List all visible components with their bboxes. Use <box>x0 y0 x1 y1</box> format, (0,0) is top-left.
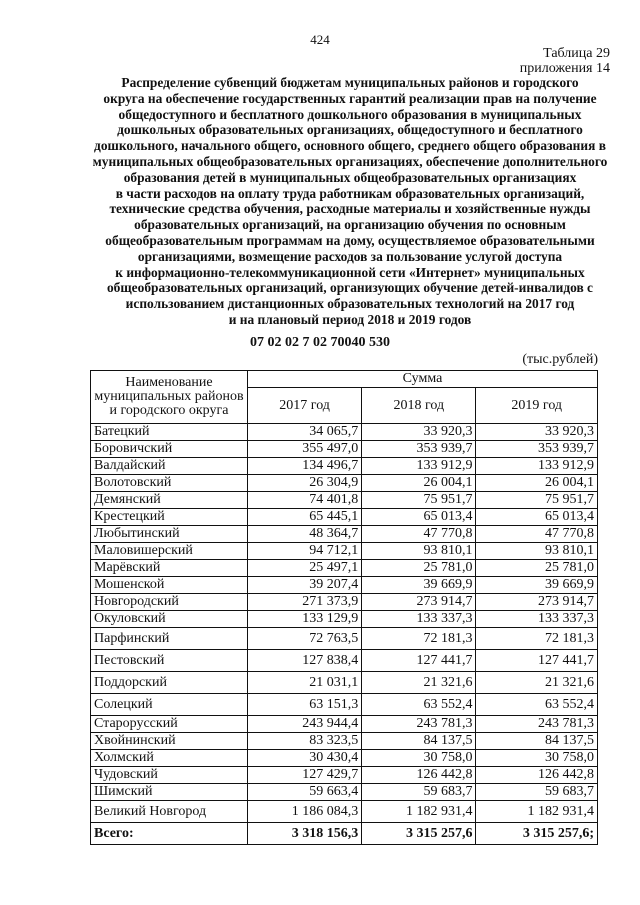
value-2019-cell: 133 337,3 <box>476 611 598 628</box>
district-name-cell: Валдайский <box>91 458 248 475</box>
page-number: 424 <box>310 32 330 47</box>
units-label: (тыс.рублей) <box>522 352 598 367</box>
title-line: Распределение субвенций бюджетам муниципальных районов и городского <box>121 75 579 90</box>
table-row <box>91 694 598 716</box>
district-name-cell: Хвойнинский <box>91 733 248 750</box>
title-line: в части расходов на оплату труда работникам образовательных организаций, <box>115 185 585 201</box>
table-row <box>91 492 598 509</box>
value-2017-cell: 59 663,4 <box>248 784 362 801</box>
value-2019-cell: 59 683,7 <box>476 784 598 801</box>
table-row <box>91 672 598 694</box>
title-line: и на плановый период 2018 и 2019 годов <box>228 311 472 327</box>
table-row <box>91 733 598 750</box>
district-name-cell: Любытинский <box>91 526 248 543</box>
value-2018-cell: 84 137,5 <box>362 733 476 750</box>
year-header-2017: 2017 год <box>248 388 362 424</box>
appendix-number: приложения 14 <box>519 61 610 76</box>
budget-code: 07 02 02 7 02 70040 530 <box>250 335 390 350</box>
district-name-cell: Всего: <box>91 823 248 845</box>
district-name-cell: Шимский <box>91 784 248 801</box>
value-2017-cell: 34 065,7 <box>248 424 362 441</box>
total-row <box>91 823 598 845</box>
district-name-cell: Крестецкий <box>91 509 248 526</box>
title-line: общеобразовательных организаций, организующих обучение детей-инвалидов с <box>106 280 594 296</box>
title-line: образовательных организаций, на организацию обучения по основным <box>134 217 566 233</box>
table-row <box>91 526 598 543</box>
value-2018-cell: 243 781,3 <box>362 716 476 733</box>
value-2019-cell: 127 441,7 <box>476 650 598 672</box>
value-2018-cell: 21 321,6 <box>362 672 476 694</box>
value-2018-cell: 59 683,7 <box>362 784 476 801</box>
value-2018-cell: 1 182 931,4 <box>362 801 476 823</box>
name-column-header <box>91 371 248 424</box>
district-name-cell: Демянский <box>91 492 248 509</box>
district-name-cell: Боровичский <box>91 441 248 458</box>
document-title <box>70 75 630 328</box>
name-header-line: муниципальных районов <box>94 389 244 404</box>
value-2019-cell: 33 920,3 <box>476 424 598 441</box>
value-2019-cell: 21 321,6 <box>476 672 598 694</box>
title-line: дошкольного, начального общего, основного общего, среднего общего образования в <box>94 138 606 154</box>
district-name-cell: Новгородский <box>91 594 248 611</box>
value-2019-cell: 65 013,4 <box>476 509 598 526</box>
value-2017-cell: 133 129,9 <box>248 611 362 628</box>
title-line: к информационно-телекоммуникационной сети «Интернет» муниципальных <box>115 264 585 280</box>
table-row <box>91 475 598 492</box>
year-header-2019: 2019 год <box>476 388 598 424</box>
district-name-cell: Батецкий <box>91 424 248 441</box>
value-2019-cell: 72 181,3 <box>476 628 598 650</box>
value-2017-cell: 243 944,4 <box>248 716 362 733</box>
value-2019-cell: 353 939,7 <box>476 441 598 458</box>
value-2019-cell: 84 137,5 <box>476 733 598 750</box>
value-2018-cell: 126 442,8 <box>362 767 476 784</box>
table-row <box>91 784 598 801</box>
table-row <box>91 801 598 823</box>
district-name-cell: Маловишерский <box>91 543 248 560</box>
value-2017-cell: 134 496,7 <box>248 458 362 475</box>
value-2018-cell: 33 920,3 <box>362 424 476 441</box>
value-2018-cell: 133 337,3 <box>362 611 476 628</box>
table-row <box>91 560 598 577</box>
value-2019-cell: 47 770,8 <box>476 526 598 543</box>
title-line: использованием дистанционных образовательных технологий на 2017 год <box>125 296 575 312</box>
value-2017-cell: 94 712,1 <box>248 543 362 560</box>
table-row <box>91 594 598 611</box>
value-2019-cell: 63 552,4 <box>476 694 598 716</box>
value-2017-cell: 26 304,9 <box>248 475 362 492</box>
value-2019-cell: 126 442,8 <box>476 767 598 784</box>
district-name-cell: Поддорский <box>91 672 248 694</box>
title-line: технические средства обучения, расходные материалы и хозяйственные нужды <box>109 201 591 217</box>
value-2019-cell: 273 914,7 <box>476 594 598 611</box>
value-2018-cell: 30 758,0 <box>362 750 476 767</box>
value-2018-cell: 39 669,9 <box>362 577 476 594</box>
sum-header: Сумма <box>248 371 598 388</box>
table-reference <box>520 46 610 76</box>
title-line: общеобразовательным программам на дому, осуществляемое образовательными <box>105 232 595 248</box>
district-name-cell: Чудовский <box>91 767 248 784</box>
table-row <box>91 628 598 650</box>
title-line: муниципальных общеобразовательных организациях, обеспечение дополнительного <box>92 153 608 169</box>
value-2019-cell: 3 315 257,6; <box>476 823 598 845</box>
table-row <box>91 458 598 475</box>
table-row <box>91 650 598 672</box>
value-2017-cell: 127 838,4 <box>248 650 362 672</box>
title-line: округа на обеспечение государственных гарантий реализации прав на получение <box>103 90 597 106</box>
value-2017-cell: 271 373,9 <box>248 594 362 611</box>
value-2018-cell: 47 770,8 <box>362 526 476 543</box>
name-header-line: и городского округа <box>109 403 229 418</box>
table-row <box>91 716 598 733</box>
table-body <box>91 424 598 845</box>
value-2019-cell: 75 951,7 <box>476 492 598 509</box>
value-2019-cell: 26 004,1 <box>476 475 598 492</box>
value-2017-cell: 63 151,3 <box>248 694 362 716</box>
title-line: дошкольных образовательных организациях, общедоступного и бесплатного <box>117 122 583 138</box>
value-2018-cell: 3 315 257,6 <box>362 823 476 845</box>
district-name-cell: Солецкий <box>91 694 248 716</box>
district-name-cell: Холмский <box>91 750 248 767</box>
value-2018-cell: 353 939,7 <box>362 441 476 458</box>
value-2018-cell: 72 181,3 <box>362 628 476 650</box>
district-name-cell: Парфинский <box>91 628 248 650</box>
value-2019-cell: 133 912,9 <box>476 458 598 475</box>
value-2019-cell: 25 781,0 <box>476 560 598 577</box>
district-name-cell: Марёвский <box>91 560 248 577</box>
table-row <box>91 424 598 441</box>
value-2017-cell: 65 445,1 <box>248 509 362 526</box>
value-2017-cell: 21 031,1 <box>248 672 362 694</box>
value-2019-cell: 93 810,1 <box>476 543 598 560</box>
title-line: организациями, возмещение расходов за пользование услугой доступа <box>137 248 563 264</box>
table-row <box>91 441 598 458</box>
value-2017-cell: 74 401,8 <box>248 492 362 509</box>
value-2018-cell: 75 951,7 <box>362 492 476 509</box>
value-2019-cell: 39 669,9 <box>476 577 598 594</box>
value-2018-cell: 133 912,9 <box>362 458 476 475</box>
value-2017-cell: 25 497,1 <box>248 560 362 577</box>
district-name-cell: Окуловский <box>91 611 248 628</box>
title-line: образования детей в муниципальных общеобразовательных организациях <box>123 169 577 185</box>
title-line: общедоступного и бесплатного дошкольного образования в муниципальных <box>118 106 582 122</box>
table-row <box>91 611 598 628</box>
district-name-cell: Мошенской <box>91 577 248 594</box>
value-2017-cell: 355 497,0 <box>248 441 362 458</box>
table-row <box>91 750 598 767</box>
value-2018-cell: 63 552,4 <box>362 694 476 716</box>
value-2017-cell: 39 207,4 <box>248 577 362 594</box>
table-row <box>91 543 598 560</box>
value-2017-cell: 72 763,5 <box>248 628 362 650</box>
value-2017-cell: 30 430,4 <box>248 750 362 767</box>
year-header-2018: 2018 год <box>362 388 476 424</box>
value-2018-cell: 65 013,4 <box>362 509 476 526</box>
value-2018-cell: 25 781,0 <box>362 560 476 577</box>
value-2017-cell: 48 364,7 <box>248 526 362 543</box>
district-name-cell: Волотовский <box>91 475 248 492</box>
value-2018-cell: 273 914,7 <box>362 594 476 611</box>
allocation-table <box>90 370 598 845</box>
value-2017-cell: 127 429,7 <box>248 767 362 784</box>
value-2017-cell: 3 318 156,3 <box>248 823 362 845</box>
value-2017-cell: 83 323,5 <box>248 733 362 750</box>
table-row <box>91 767 598 784</box>
value-2018-cell: 127 441,7 <box>362 650 476 672</box>
district-name-cell: Пестовский <box>91 650 248 672</box>
value-2017-cell: 1 186 084,3 <box>248 801 362 823</box>
table-row <box>91 577 598 594</box>
district-name-cell: Великий Новгород <box>91 801 248 823</box>
value-2019-cell: 243 781,3 <box>476 716 598 733</box>
value-2019-cell: 30 758,0 <box>476 750 598 767</box>
value-2018-cell: 26 004,1 <box>362 475 476 492</box>
district-name-cell: Старорусский <box>91 716 248 733</box>
name-header-line: Наименование <box>125 375 213 390</box>
value-2018-cell: 93 810,1 <box>362 543 476 560</box>
value-2019-cell: 1 182 931,4 <box>476 801 598 823</box>
table-row <box>91 509 598 526</box>
table-number: Таблица 29 <box>543 46 610 61</box>
